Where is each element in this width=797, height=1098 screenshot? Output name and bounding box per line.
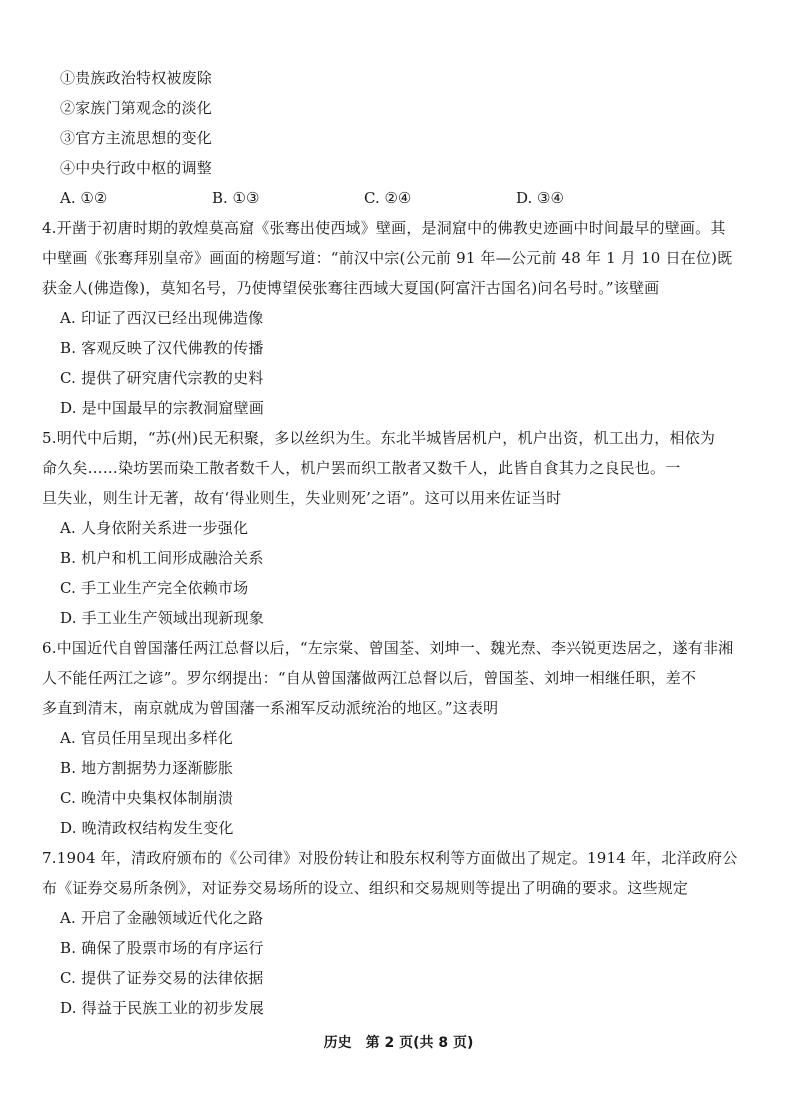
q4-stem-line-3: 获金人(佛造像)，莫知名号，乃使博望侯张骞往西域大夏国(阿富汗古国名)问名号时。”该壁画 [42,279,660,297]
q3-choice-b: B. ①③ [212,189,260,207]
q5-stem-line-1: 5.明代中后期，“苏(州)民无积聚，多以丝织为生。东北半城皆居机户，机户出资，机工出力，相依为 [42,429,716,447]
q3-choice-d: D. ③④ [516,189,564,207]
q4-stem-line-2: 中壁画《张骞拜别皇帝》画面的榜题写道：“前汉中宗(公元前 91 年—公元前 48 年 1 月 10 日在位)既 [42,249,733,267]
q7-option-b: B. 确保了股票市场的有序运行 [60,939,264,957]
q4-option-d: D. 是中国最早的宗教洞窟壁画 [60,399,265,417]
q3-item-2: ②家族门第观念的淡化 [60,99,213,117]
q6-stem-line-1: 6.中国近代自曾国藩任两江总督以后，“左宗棠、曾国荃、刘坤一、魏光焘、李兴锐更迭居之，遂有非湘 [42,639,734,657]
q4-option-a: A. 印证了西汉已经出现佛造像 [60,309,264,327]
q6-option-d: D. 晚清政权结构发生变化 [60,819,234,837]
q6-option-b: B. 地方割据势力逐渐膨胀 [60,759,234,777]
q7-stem-line-1: 7.1904 年，清政府颁布的《公司律》对股份转让和股东权利等方面做出了规定。1914 年，北洋政府公 [42,849,738,867]
q7-option-c: C. 提供了证券交易的法律依据 [60,969,264,987]
q3-item-4: ④中央行政中枢的调整 [60,159,213,177]
q7-option-d: D. 得益于民族工业的初步发展 [60,999,265,1017]
page-footer: 历史 第 2 页(共 8 页) [323,1035,474,1051]
q7-stem-line-2: 布《证券交易所条例》，对证券交易场所的设立、组织和交易规则等提出了明确的要求。这些规定 [42,879,689,897]
q6-stem-line-3: 多直到清末，南京就成为曾国藩一系湘军反动派统治的地区。”这表明 [42,699,499,717]
q5-option-c: C. 手工业生产完全依赖市场 [60,579,249,597]
q4-stem-line-1: 4.开凿于初唐时期的敦煌莫高窟《张骞出使西域》壁画，是洞窟中的佛教史迹画中时间最早的壁画。其 [42,219,726,237]
q5-option-d: D. 手工业生产领域出现新现象 [60,609,265,627]
q6-option-c: C. 晚清中央集权体制崩溃 [60,789,234,807]
q3-choice-a: A. ①② [60,189,108,207]
q3-item-1: ①贵族政治特权被废除 [60,69,213,87]
q7-option-a: A. 开启了金融领域近代化之路 [60,909,264,927]
q6-option-a: A. 官员任用呈现出多样化 [60,729,233,747]
q4-option-c: C. 提供了研究唐代宗教的史料 [60,369,264,387]
q4-option-b: B. 客观反映了汉代佛教的传播 [60,339,264,357]
q3-choice-c: C. ②④ [364,189,412,207]
q5-option-b: B. 机户和机工间形成融洽关系 [60,549,264,567]
q5-stem-line-3: 旦失业，则生计无著，故有‘得业则生，失业则死’之语”。这可以用来佐证当时 [42,489,562,507]
q5-option-a: A. 人身依附关系进一步强化 [60,519,249,537]
q3-choices [60,188,760,208]
q6-stem-line-2: 人不能任两江之谚”。罗尔纲提出：“自从曾国藩做两江总督以后，曾国荃、刘坤一相继任职，差不 [42,669,697,687]
q5-stem-line-2: 命久矣……染坊罢而染工散者数千人，机户罢而织工散者又数千人，此皆自食其力之良民也。一 [42,459,681,477]
q3-item-3: ③官方主流思想的变化 [60,129,213,147]
